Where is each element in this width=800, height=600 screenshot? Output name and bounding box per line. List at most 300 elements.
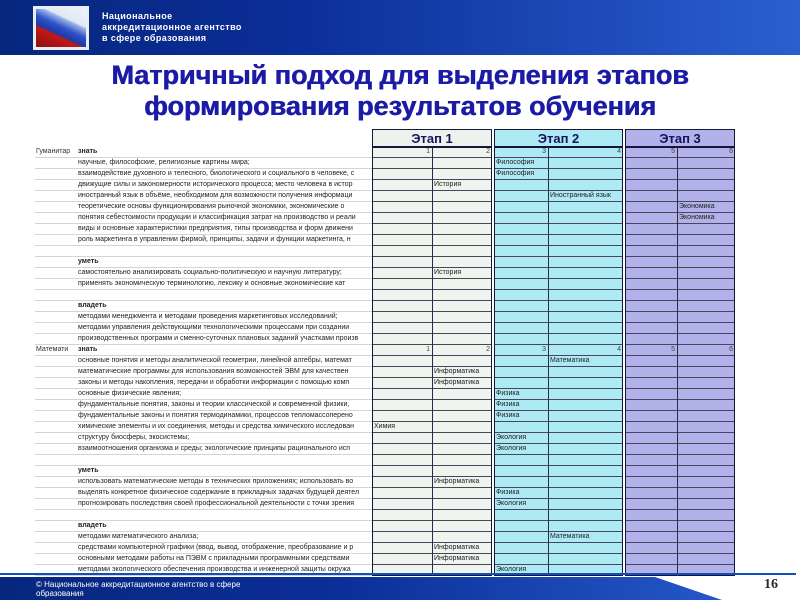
table-row xyxy=(35,488,735,499)
stage-cell xyxy=(548,235,623,246)
stage-cell xyxy=(494,356,548,367)
agency-name xyxy=(102,11,242,44)
stage-cell xyxy=(432,202,492,213)
stage-cell xyxy=(494,323,548,334)
stage-cell xyxy=(625,290,677,301)
category-cell xyxy=(35,158,75,169)
stage-cell xyxy=(432,466,492,477)
table-row xyxy=(35,444,735,455)
table-row xyxy=(35,202,735,213)
table-row xyxy=(35,213,735,224)
outcome-text-cell: применять экономическую терминологию, лексику и основные экономические кат xyxy=(75,279,372,290)
stage-cell xyxy=(372,389,432,400)
category-cell xyxy=(35,235,75,246)
outcome-text-cell: владеть xyxy=(75,301,372,312)
stage-cell xyxy=(677,191,735,202)
stage-cell xyxy=(625,389,677,400)
table-row xyxy=(35,455,735,466)
outcome-text-cell: уметь xyxy=(75,466,372,477)
stage-cell xyxy=(432,356,492,367)
footer-accent-line xyxy=(0,573,796,575)
stage-cell xyxy=(372,433,432,444)
stage-cell xyxy=(677,433,735,444)
stage-cell xyxy=(677,235,735,246)
stage-cell xyxy=(625,532,677,543)
stage-cell xyxy=(494,246,548,257)
stage-cell xyxy=(548,400,623,411)
stage3-header: Этап 3 xyxy=(625,129,735,147)
table-row xyxy=(35,510,735,521)
subject-mark-cell: История xyxy=(432,268,492,279)
stage-cell xyxy=(677,356,735,367)
subject-mark-cell: Информатика xyxy=(432,477,492,488)
outcome-text-cell: знать xyxy=(75,147,372,158)
category-cell xyxy=(35,455,75,466)
stage-cell xyxy=(494,224,548,235)
table-row xyxy=(35,554,735,565)
category-cell xyxy=(35,367,75,378)
stage-cell xyxy=(548,444,623,455)
outcome-text-cell xyxy=(75,455,372,466)
stage-cell xyxy=(494,367,548,378)
stage-cell xyxy=(677,422,735,433)
stage-cell xyxy=(677,334,735,345)
stage-cell xyxy=(494,378,548,389)
stage-cell xyxy=(625,433,677,444)
agency-name-line1: Национальное xyxy=(102,11,173,21)
stage-cell xyxy=(625,499,677,510)
outcome-text-cell: основные понятия и методы аналитической геометрии, линейной алгебры, математ xyxy=(75,356,372,367)
stage-cell xyxy=(625,268,677,279)
table-row xyxy=(35,356,735,367)
stage-cell xyxy=(548,499,623,510)
stage-cell xyxy=(432,213,492,224)
outcome-text-cell: теоретические основы функционирования рыночной экономики, экономические о xyxy=(75,202,372,213)
column-number-cell: 3 xyxy=(494,147,548,158)
stage-cell xyxy=(677,554,735,565)
stage-cell xyxy=(432,224,492,235)
subject-mark-cell: Математика xyxy=(548,532,623,543)
category-cell xyxy=(35,290,75,301)
stage-cell xyxy=(372,202,432,213)
stage-cell xyxy=(372,268,432,279)
column-number-cell: 4 xyxy=(548,345,623,356)
stage-cell xyxy=(372,235,432,246)
outcome-text-cell: взаимоотношения организма и среды; экологические принципы рационального исп xyxy=(75,444,372,455)
stage-cell xyxy=(432,422,492,433)
stage-cell xyxy=(625,279,677,290)
subject-mark-cell: Философия xyxy=(494,169,548,180)
stage-cell xyxy=(548,488,623,499)
subject-mark-cell: Физика xyxy=(494,389,548,400)
subject-mark-cell: История xyxy=(432,180,492,191)
stage-cell xyxy=(625,543,677,554)
stage-cell xyxy=(494,191,548,202)
stage-cell xyxy=(548,312,623,323)
column-number-cell: 3 xyxy=(494,345,548,356)
stage-cell xyxy=(625,312,677,323)
outcome-text-cell: фундаментальные понятия, законы и теории классической и современной физики, xyxy=(75,400,372,411)
subject-mark-cell: Информатика xyxy=(432,543,492,554)
stage-cell xyxy=(677,499,735,510)
stage-cell xyxy=(494,521,548,532)
stage-cell xyxy=(625,235,677,246)
stage-cell xyxy=(677,444,735,455)
stage-cell xyxy=(432,301,492,312)
stage-cell xyxy=(625,422,677,433)
outcome-text-cell: производственных программ и сменно-суточных плановых заданий участками произв xyxy=(75,334,372,345)
category-cell xyxy=(35,543,75,554)
outcome-text-cell xyxy=(75,290,372,301)
stage-cell xyxy=(432,444,492,455)
stage-cell xyxy=(548,466,623,477)
stage-cell xyxy=(432,433,492,444)
stage-cell xyxy=(494,279,548,290)
stage-cell xyxy=(548,202,623,213)
stage-cell xyxy=(372,213,432,224)
agency-name-line2: аккредитационное агентство xyxy=(102,22,242,32)
stage-cell xyxy=(625,301,677,312)
matrix-table xyxy=(35,129,735,576)
stage-cell xyxy=(372,224,432,235)
category-cell xyxy=(35,532,75,543)
stage-cell xyxy=(625,400,677,411)
outcome-text-cell: владеть xyxy=(75,521,372,532)
stage-cell xyxy=(548,224,623,235)
stage-cell xyxy=(548,521,623,532)
subject-mark-cell: Физика xyxy=(494,411,548,422)
subject-mark-cell: Экология xyxy=(494,499,548,510)
stage-cell xyxy=(548,290,623,301)
category-cell xyxy=(35,257,75,268)
stage-cell xyxy=(372,367,432,378)
stage-cell xyxy=(677,455,735,466)
table-row xyxy=(35,323,735,334)
stage-cell xyxy=(372,554,432,565)
stage-cell xyxy=(372,290,432,301)
slide-title-line2: формирования результатов обучения xyxy=(143,91,657,121)
stage-cell xyxy=(494,290,548,301)
stage-cell xyxy=(548,433,623,444)
stage-cell xyxy=(677,268,735,279)
stage-cell xyxy=(372,169,432,180)
stage-cell xyxy=(548,554,623,565)
stage-cell xyxy=(625,378,677,389)
stage-cell xyxy=(677,411,735,422)
stage-cell xyxy=(372,543,432,554)
subject-mark-cell: Иностранный язык xyxy=(548,191,623,202)
stage-cell xyxy=(625,158,677,169)
outcome-text-cell: уметь xyxy=(75,257,372,268)
category-cell xyxy=(35,378,75,389)
stage-cell xyxy=(494,334,548,345)
stage-cell xyxy=(372,477,432,488)
stage-cell xyxy=(677,312,735,323)
top-banner xyxy=(0,0,800,55)
stage-cell xyxy=(372,334,432,345)
outcome-text-cell: методами математического анализа; xyxy=(75,532,372,543)
stage-cell xyxy=(494,202,548,213)
stage-cell xyxy=(432,246,492,257)
stage-cell xyxy=(625,323,677,334)
stage-cell xyxy=(677,224,735,235)
outcome-text-cell: методами управления действующими технологическими процессами при создании xyxy=(75,323,372,334)
stage-cell xyxy=(677,389,735,400)
stage-cell xyxy=(625,191,677,202)
stage-cell xyxy=(372,499,432,510)
stage-cell xyxy=(677,466,735,477)
category-cell xyxy=(35,191,75,202)
stage-cell xyxy=(548,477,623,488)
stage-cell xyxy=(432,411,492,422)
table-row xyxy=(35,224,735,235)
stage-cell xyxy=(494,466,548,477)
stage-cell xyxy=(494,312,548,323)
category-cell xyxy=(35,466,75,477)
stage-cell xyxy=(677,279,735,290)
category-cell xyxy=(35,477,75,488)
outcome-text-cell xyxy=(75,246,372,257)
stage-cell xyxy=(494,455,548,466)
category-cell xyxy=(35,488,75,499)
stage-cell xyxy=(432,158,492,169)
category-cell xyxy=(35,433,75,444)
subject-mark-cell: Химия xyxy=(372,422,432,433)
category-cell xyxy=(35,356,75,367)
slide-title-line1: Матричный подход для выделения этапов xyxy=(111,60,689,90)
table-row xyxy=(35,367,735,378)
outcome-text-cell xyxy=(75,510,372,521)
stage-cell xyxy=(494,477,548,488)
category-cell xyxy=(35,301,75,312)
stage-cell xyxy=(677,477,735,488)
table-row xyxy=(35,257,735,268)
table-row xyxy=(35,433,735,444)
outcome-text-cell: методами менеджмента и методами проведения маркетинговых исследований; xyxy=(75,312,372,323)
column-number-cell: 4 xyxy=(548,147,623,158)
column-number-cell: 5 xyxy=(625,345,677,356)
stage-cell xyxy=(625,411,677,422)
stage2-header: Этап 2 xyxy=(494,129,623,147)
stage-cell xyxy=(625,455,677,466)
column-number-cell: 5 xyxy=(625,147,677,158)
stage-cell xyxy=(432,169,492,180)
stage-cell xyxy=(677,400,735,411)
stage-cell xyxy=(548,268,623,279)
table-row xyxy=(35,279,735,290)
stage-cell xyxy=(548,213,623,224)
stage1-header: Этап 1 xyxy=(372,129,492,147)
stage-cell xyxy=(625,356,677,367)
table-row xyxy=(35,290,735,301)
subject-mark-cell: Экология xyxy=(494,444,548,455)
stage-cell xyxy=(494,554,548,565)
stage-cell xyxy=(625,213,677,224)
stage-cell xyxy=(677,301,735,312)
stage-cell xyxy=(432,400,492,411)
stage-cell xyxy=(432,235,492,246)
category-cell xyxy=(35,202,75,213)
stage-cell xyxy=(432,312,492,323)
stage-cell xyxy=(432,499,492,510)
table-row xyxy=(35,158,735,169)
table-row xyxy=(35,334,735,345)
table-row xyxy=(35,499,735,510)
stage-cell xyxy=(548,169,623,180)
outcome-text-cell: самостоятельно анализировать социально-политическую и научную литературу; xyxy=(75,268,372,279)
stage-cell xyxy=(372,444,432,455)
table-row xyxy=(35,268,735,279)
stage-cell xyxy=(677,378,735,389)
stage-cell xyxy=(372,301,432,312)
stage-cell xyxy=(625,510,677,521)
stage-cell xyxy=(548,246,623,257)
table-row xyxy=(35,147,735,158)
stage-cell xyxy=(625,202,677,213)
column-number-cell: 1 xyxy=(372,345,432,356)
agency-logo xyxy=(33,6,89,50)
stage-cell xyxy=(494,422,548,433)
stage-cell xyxy=(625,169,677,180)
category-cell xyxy=(35,389,75,400)
stage-cell xyxy=(677,246,735,257)
stage-cell xyxy=(625,444,677,455)
outcome-text-cell: прогнозировать последствия своей профессиональной деятельности с точки зрения xyxy=(75,499,372,510)
category-cell xyxy=(35,224,75,235)
stage-cell xyxy=(372,246,432,257)
agency-name-line3: в сфере образования xyxy=(102,33,207,43)
table-row xyxy=(35,543,735,554)
footer-copyright: © Национальное аккредитационное агентство в сфере образования xyxy=(36,580,241,598)
stage-cell xyxy=(372,378,432,389)
stage-cell xyxy=(432,488,492,499)
subject-mark-cell: Экономика xyxy=(677,202,735,213)
stage-cell xyxy=(494,532,548,543)
stage-cell xyxy=(548,510,623,521)
stage-cell xyxy=(677,158,735,169)
stage-cell xyxy=(372,279,432,290)
category-cell xyxy=(35,246,75,257)
page-number: 16 xyxy=(764,577,778,592)
table-row xyxy=(35,532,735,543)
table-row xyxy=(35,345,735,356)
category-cell: Гуманитар xyxy=(35,147,75,158)
stage-cell xyxy=(677,367,735,378)
subject-mark-cell: Физика xyxy=(494,488,548,499)
stage-cell xyxy=(432,257,492,268)
column-number-cell: 6 xyxy=(677,147,735,158)
outcome-text-cell: выделять конкретное физическое содержание в прикладных задачах будущей деятел xyxy=(75,488,372,499)
stage-cell xyxy=(548,180,623,191)
category-cell: Математи xyxy=(35,345,75,356)
stage-cell xyxy=(677,510,735,521)
table-row xyxy=(35,411,735,422)
table-row xyxy=(35,422,735,433)
stage-cell xyxy=(432,191,492,202)
subject-mark-cell: Экология xyxy=(494,433,548,444)
table-row xyxy=(35,180,735,191)
category-cell xyxy=(35,180,75,191)
stage-cell xyxy=(625,477,677,488)
outcome-text-cell: средствами компьютерной графики (ввод, вывод, отображение, преобразование и р xyxy=(75,543,372,554)
stage-cell xyxy=(372,191,432,202)
subject-mark-cell: Экономика xyxy=(677,213,735,224)
stage-cell xyxy=(548,301,623,312)
stage-cell xyxy=(625,334,677,345)
outcome-text-cell: законы и методы накопления, передачи и обработки информации с помощью комп xyxy=(75,378,372,389)
category-cell xyxy=(35,499,75,510)
outcome-text-cell: движущие силы и закономерности исторического процесса; место человека в истор xyxy=(75,180,372,191)
stage-cell xyxy=(432,455,492,466)
subject-mark-cell: Математика xyxy=(548,356,623,367)
stage-cell xyxy=(625,246,677,257)
stage-cell xyxy=(372,356,432,367)
stage-cell xyxy=(494,510,548,521)
stage-cell xyxy=(372,180,432,191)
category-cell xyxy=(35,444,75,455)
outcome-text-cell: научные, философские, религиозные картины мира; xyxy=(75,158,372,169)
stage-cell xyxy=(372,488,432,499)
stage-cell xyxy=(432,323,492,334)
column-number-cell: 1 xyxy=(372,147,432,158)
stage-cell xyxy=(677,521,735,532)
stage-cell xyxy=(548,367,623,378)
outcome-text-cell: виды и основные характеристики предприятия, типы производства и форм движени xyxy=(75,224,372,235)
stage-cell xyxy=(677,290,735,301)
stage-cell xyxy=(432,334,492,345)
outcome-text-cell: химические элементы и их соединения, методы и средства химического исследован xyxy=(75,422,372,433)
table-row xyxy=(35,235,735,246)
stage-cell xyxy=(548,411,623,422)
outcome-text-cell: фундаментальные законы и понятия термодинамики, процессов тепломассоперено xyxy=(75,411,372,422)
stage-cell xyxy=(372,466,432,477)
category-cell xyxy=(35,334,75,345)
category-cell xyxy=(35,312,75,323)
stage-cell xyxy=(677,488,735,499)
outcome-text-cell: структуру биосферы, экосистемы; xyxy=(75,433,372,444)
category-cell xyxy=(35,521,75,532)
stage-cell xyxy=(548,158,623,169)
subject-mark-cell: Информатика xyxy=(432,367,492,378)
table-row xyxy=(35,466,735,477)
stage-cell xyxy=(432,510,492,521)
table-row xyxy=(35,378,735,389)
stage-cell xyxy=(372,521,432,532)
subject-mark-cell: Информатика xyxy=(432,554,492,565)
category-cell xyxy=(35,411,75,422)
stage-cell xyxy=(548,279,623,290)
stage-cell xyxy=(372,400,432,411)
table-row xyxy=(35,246,735,257)
subject-mark-cell: Философия xyxy=(494,158,548,169)
table-row xyxy=(35,521,735,532)
stage-cell xyxy=(548,334,623,345)
stage-cell xyxy=(677,532,735,543)
stage-cell xyxy=(677,180,735,191)
stage-cell xyxy=(548,543,623,554)
stage-cell xyxy=(625,554,677,565)
column-number-cell: 6 xyxy=(677,345,735,356)
matrix-grid xyxy=(35,147,735,576)
stage-cell xyxy=(548,389,623,400)
stage-cell xyxy=(432,521,492,532)
stage-cell xyxy=(625,488,677,499)
outcome-text-cell: взаимодействие духовного и телесного, биологического и социального в человеке, с xyxy=(75,169,372,180)
column-number-cell: 2 xyxy=(432,345,492,356)
stage-cell xyxy=(372,455,432,466)
subject-mark-cell: Экология xyxy=(494,565,548,576)
stage-cell xyxy=(372,532,432,543)
